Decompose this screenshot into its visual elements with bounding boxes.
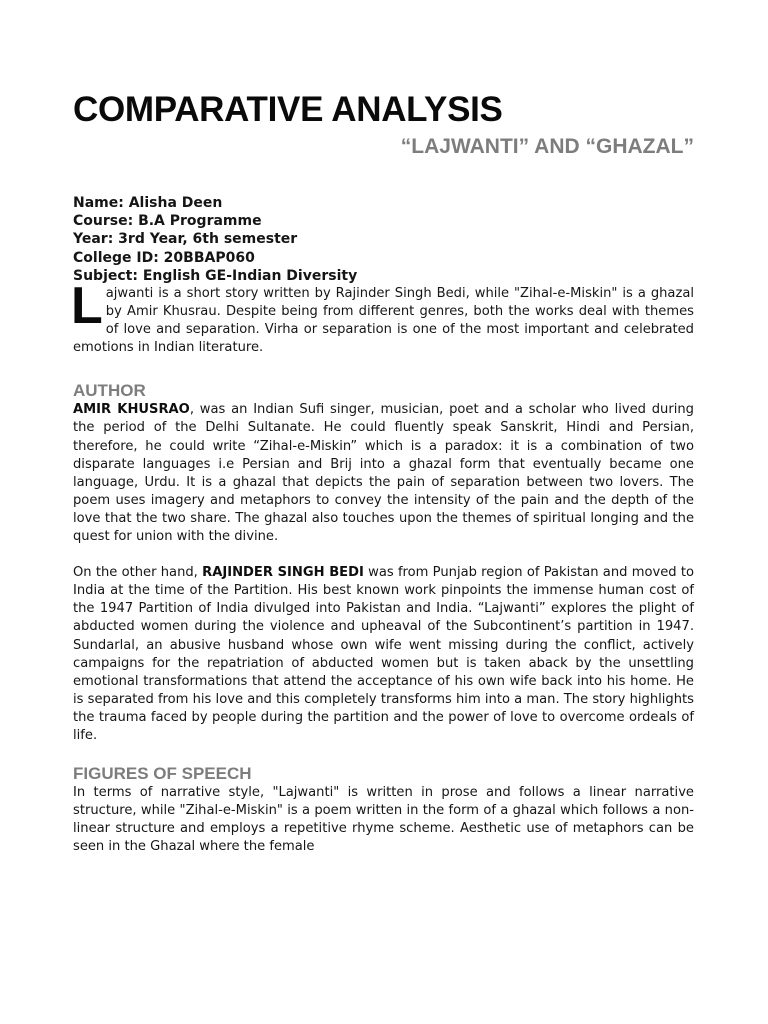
student-name: Name: Alisha Deen	[73, 195, 223, 211]
drop-cap: L	[71, 277, 103, 336]
author-paragraph-bedi	[73, 564, 694, 745]
document-page	[73, 88, 694, 856]
student-college-id: College ID: 20BBAP060	[73, 249, 255, 266]
paragraph-spacer	[73, 546, 694, 564]
student-subject: Subject: English GE-Indian Diversity	[73, 267, 358, 284]
intro-text: ajwanti is a short story written by Rajinder Singh Bedi, while "Zihal-e-Miskin" is a ghazal by Amir Khusrau. Despite being from different genres, both the works deal with themes of love and separation. Virha or separation is one of the most important and celebrated emotions in Indian literature.	[73, 286, 694, 356]
student-course: Course: B.A Programme	[73, 213, 262, 230]
student-year: Year: 3rd Year, 6th semester	[73, 231, 298, 248]
figures-heading: FIGURES OF SPEECH	[73, 764, 252, 784]
figures-paragraph: In terms of narrative style, "Lajwanti" is written in prose and follows a linear narrative structure, while "Zihal-e-Miskin" is a poem written in the form of a ghazal which follows a non-linear structure and employs a repetitive rhyme scheme. Aesthetic use of metaphors can be seen in the Ghazal where the female	[73, 785, 694, 855]
page-subtitle: “LAJWANTI” AND “GHAZAL”	[400, 135, 694, 158]
intro-paragraph	[71, 277, 694, 357]
author-text-khusrao: , was an Indian Sufi singer, musician, poet and a scholar who lived during the period of the Delhi Sultanate. He could fluently speak Sanskrit, Hindi and Persian, therefore, he could write “Zihal-e-Miskin” which is a paradox: it is a combination of two disparate languages i.e Persian and Brij into a ghazal form that eventually became one language, Urdu. It is a ghazal that depicts the pain of separation between two lovers. The poem uses imagery and metaphors to convey the intensity of the pain and the depth of the love that the two share. The ghazal also touches upon the themes of spiritual longing and the quest for union with the divine.	[73, 402, 694, 545]
author-name-khusrao: AMIR KHUSRAO	[73, 402, 190, 418]
student-details	[73, 194, 694, 285]
author-name-bedi: RAJINDER SINGH BEDI	[202, 565, 364, 581]
author-heading: AUTHOR	[73, 381, 146, 401]
author-lead-bedi: On the other hand,	[73, 565, 203, 581]
author-paragraph-khusrao	[73, 401, 694, 546]
author-text-bedi: was from Punjab region of Pakistan and moved to India at the time of the Partition. His best known work pinpoints the immense human cost of the 1947 Partition of India divulged into Pakistan and India. “Lajwanti” explores the plight of abducted women during the violence and upheaval of the Subcontinent’s partition in 1947. Sundarlal, an abusive husband whose own wife went missing during the conflict, actively campaigns for the repatriation of abducted women but is taken aback by the unsettling emotional transformations that attend the acceptance of his own wife back into his home. He is separated from his love and this completely transforms him into a man. The story highlights the trauma faced by people during the partition and the power of love to overcome ordeals of life.	[73, 565, 694, 743]
page-title: COMPARATIVE ANALYSIS	[73, 90, 503, 129]
